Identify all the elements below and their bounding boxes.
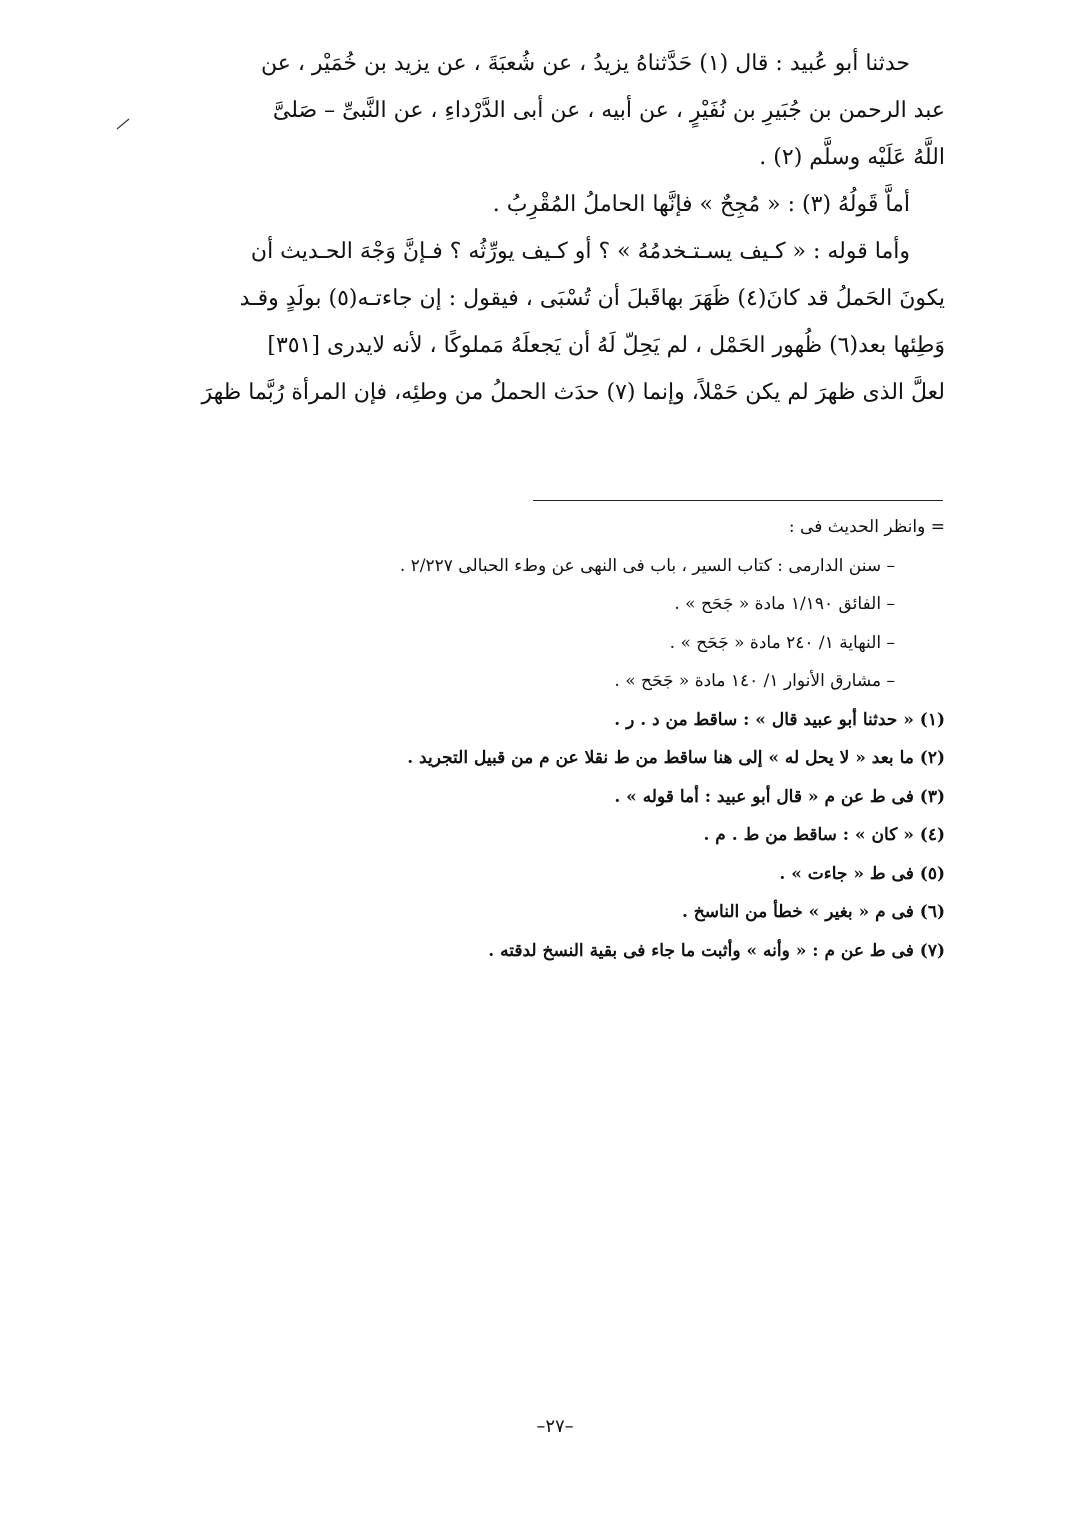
footnote-note: (٣) فى ط عن م « قال أبو عبيد : أما قوله » . — [614, 786, 945, 807]
margin-pen-mark — [116, 118, 130, 130]
footnote-reference: – النهاية ١/ ٢٤٠ مادة « جَحَح » . — [669, 632, 895, 653]
footnote-reference: – سنن الدارمى : كتاب السير ، باب فى النهى عن وطء الحبالى ٢/٢٢٧ . — [399, 555, 895, 576]
main-text-line: لعلَّ الذى ظهرَ لم يكن حَمْلاً، وإنما (٧) حدَث الحملُ من وطئِه، فإن المرأة رُبَّما ظهرَ — [201, 380, 945, 405]
footnote-note: (٤) « كان » : ساقط من ط . م . — [703, 825, 945, 845]
main-text-line: أماَّ قَولُهُ (٣) : « مُجِحٌ » فإنَّها الحاملُ المُقْرِبُ . — [492, 192, 910, 217]
main-text-line: عبد الرحمن بن جُبَيرِ بن نُفَيْرٍ ، عن أبيه ، عن أبى الدَّرْداءِ ، عن النَّبىِّ – صَلىَّ — [272, 98, 945, 123]
page-number: –٢٧– — [536, 1416, 574, 1437]
main-text-line: حدثنا أبو عُبيد : قال (١) حَدَّثناهُ يزيدُ ، عن شُعبَةَ ، عن يزيد بن خُمَيْر ، عن — [260, 51, 910, 76]
footnote-intro: = وانظر الحديث فى : — [788, 517, 945, 537]
footnote-reference: – مشارق الأنوار ١/ ١٤٠ مادة « جَحَح » . — [614, 671, 895, 691]
footnote-note: (٥) فى ط « جاءت » . — [779, 863, 945, 884]
footnotes-block — [250, 508, 945, 970]
main-text-block — [175, 40, 945, 416]
footnote-note: (٢) ما بعد « لا يحل له » إلى هنا ساقط من ط نقلا عن م من قبيل التجريد . — [407, 748, 945, 768]
footnote-note: (١) « حدثنا أبو عبيد قال » : ساقط من د . ر . — [614, 709, 945, 730]
footnote-reference: – الفائق ١/١٩٠ مادة « جَحَح » . — [674, 594, 895, 614]
footnote-note: (٧) فى ط عن م : « وأنه » وأثبت ما جاء فى بقية النسخ لدقته . — [488, 940, 945, 961]
main-text-line: اللَّهُ عَلَيْه وسلَّم (٢) . — [759, 145, 945, 170]
main-text-line: وأما قوله : « كـيف يسـتـخدمُهُ » ؟ أو كـيف يورِّثُه ؟ فـإنَّ وَجْهَ الحـديث أن — [250, 239, 910, 264]
main-text-line: وَطِئها بعد(٦) ظُهور الحَمْل ، لم يَحِلّ لَهُ أن يَجعلَهُ مَملوكًا ، لأنه لايدرى [٣٥١] — [267, 333, 945, 358]
main-text-line: يكونَ الحَملُ قد كانَ(٤) ظَهَرَ بهاقَبلَ أن تُسْبَى ، فيقول : إن جاءتـه(٥) بولَدٍ وقـد — [239, 286, 945, 311]
footnote-separator — [533, 500, 943, 501]
footnote-note: (٦) فى م « بغير » خطأ من الناسخ . — [681, 902, 945, 922]
